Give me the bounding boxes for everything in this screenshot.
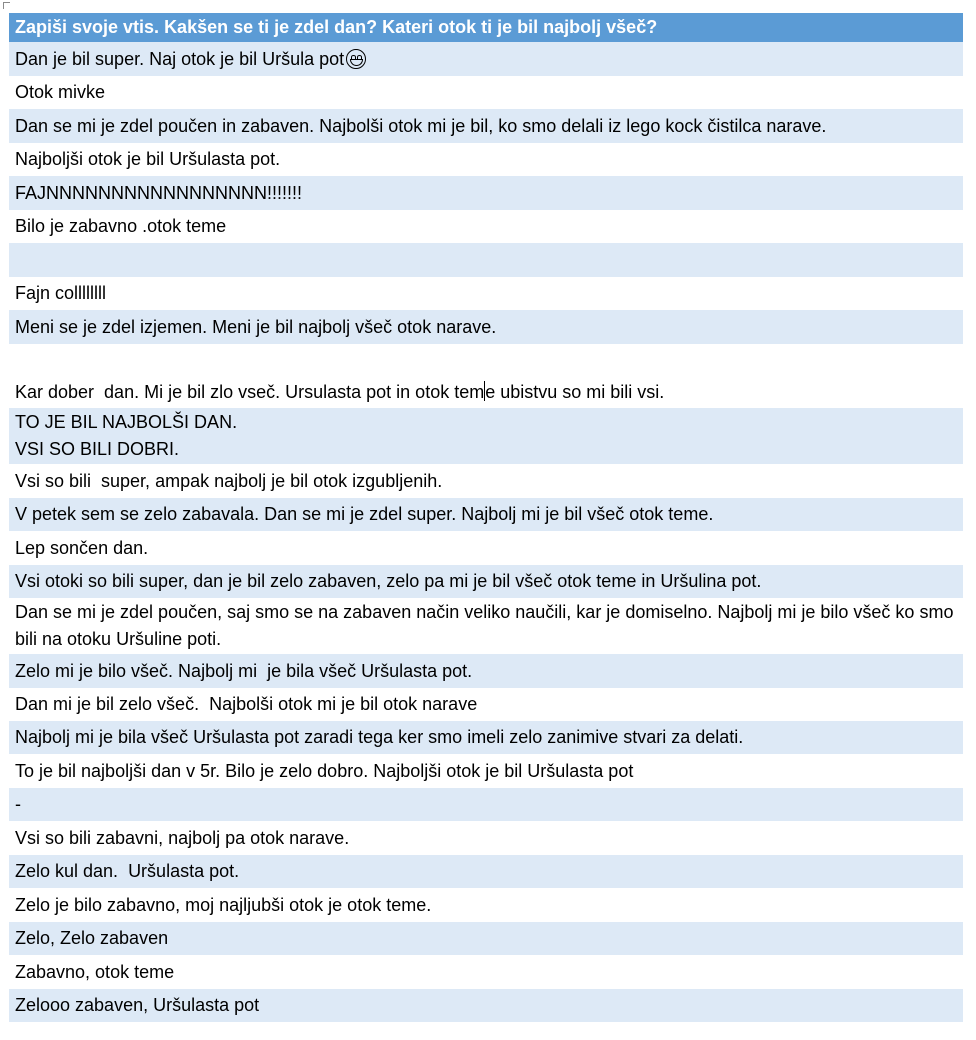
row-text-before-cursor: Kar dober dan. Mi je bil zlo vseč. Ursulasta pot in otok tem [15, 381, 485, 402]
table-row [9, 989, 963, 1022]
responses-table [9, 13, 963, 1022]
row-text: Otok mivke [15, 82, 106, 102]
table-row [9, 955, 963, 989]
table-row [9, 109, 963, 143]
table-row [9, 464, 963, 498]
row-text: Lep sončen dan. [15, 537, 149, 558]
row-text: Vsi otoki so bili super, dan je bil zelo zabaven, zelo pa mi je bil všeč otok teme in Uršulina pot. [15, 571, 762, 591]
row-text: Dan se mi je zdel poučen in zabaven. Najbolši otok mi je bil, ko smo delali iz lego kock čistilca narave. [15, 115, 827, 136]
row-text: To je bil najboljši dan v 5r. Bilo je zelo dobro. Najboljši otok je bil Uršulasta pot [15, 760, 634, 781]
table-row [9, 855, 963, 888]
table-row [9, 654, 963, 688]
table-move-handle[interactable] [3, 2, 10, 9]
table-row [9, 42, 963, 76]
table-row [9, 498, 963, 531]
table-row [9, 310, 963, 344]
row-text: - [15, 794, 21, 814]
row-text: Zelo, Zelo zabaven [15, 928, 169, 948]
table-row [9, 598, 963, 654]
table-row [9, 565, 963, 598]
table-row [9, 922, 963, 955]
grinning-face-icon [346, 49, 366, 69]
row-text: Vsi so bili super, ampak najbolj je bil otok izgubljenih. [15, 470, 443, 491]
row-text: Najbolj mi je bila všeč Uršulasta pot zaradi tega ker smo imeli zelo zanimive stvari za delati. [15, 727, 744, 747]
table-header [9, 13, 963, 42]
row-text: Zelooo zabaven, Uršulasta pot [15, 995, 260, 1015]
row-text: Najboljši otok je bil Uršulasta pot. [15, 149, 281, 169]
table-row [9, 344, 963, 376]
row-text: Fajn collllllll [15, 283, 107, 303]
row-text: Bilo je zabavno .otok teme [15, 216, 227, 236]
row-text: Dan se mi je zdel poučen, saj smo se na zabaven način veliko naučili, kar je domiselno. Najbolj mi je bilo všeč ko smo bili na otoku Uršuline poti. [15, 602, 959, 649]
row-text: Zelo je bilo zabavno, moj najljubši otok je otok teme. [15, 894, 432, 915]
table-row [9, 788, 963, 821]
row-text: Zelo mi je bilo všeč. Najbolj mi je bila všeč Uršulasta pot. [15, 660, 473, 681]
header-text: Zapiši svoje vtis. Kakšen se ti je zdel dan? Kateri otok ti je bil najbolj všeč? [15, 17, 658, 37]
row-text: Vsi so bili zabavni, najbolj pa otok narave. [15, 827, 350, 848]
table-row [9, 176, 963, 210]
row-text: V petek sem se zelo zabavala. Dan se mi je zdel super. Najbolj mi je bil všeč otok teme. [15, 504, 714, 524]
table-row [9, 143, 963, 176]
table-row [9, 408, 963, 464]
table-row [9, 688, 963, 721]
table-row [9, 277, 963, 310]
row-text: TO JE BIL NAJBOLŠI DAN. VSI SO BILI DOBRI. [15, 412, 238, 459]
row-text-after-cursor: e ubistvu so mi bili vsi. [485, 381, 665, 402]
table-row [9, 210, 963, 243]
table-row [9, 754, 963, 788]
table-row[interactable] [9, 376, 963, 408]
row-text: Dan mi je bil zelo všeč. Najbolši otok mi je bil otok narave [15, 694, 478, 714]
row-text: Zelo kul dan. Uršulasta pot. [15, 861, 240, 881]
table-row [9, 821, 963, 855]
table-row [9, 531, 963, 565]
table-row [9, 888, 963, 922]
row-text[interactable] [15, 379, 664, 406]
table-row [9, 243, 963, 277]
table-row [9, 721, 963, 754]
row-text: Zabavno, otok teme [15, 961, 175, 982]
table-row [9, 76, 963, 109]
row-text: Dan je bil super. Naj otok je bil Uršula pot [15, 48, 345, 69]
row-text: FAJNNNNNNNNNNNNNNNNN!!!!!!! [15, 182, 302, 203]
row-text: Meni se je zdel izjemen. Meni je bil najbolj všeč otok narave. [15, 316, 497, 337]
